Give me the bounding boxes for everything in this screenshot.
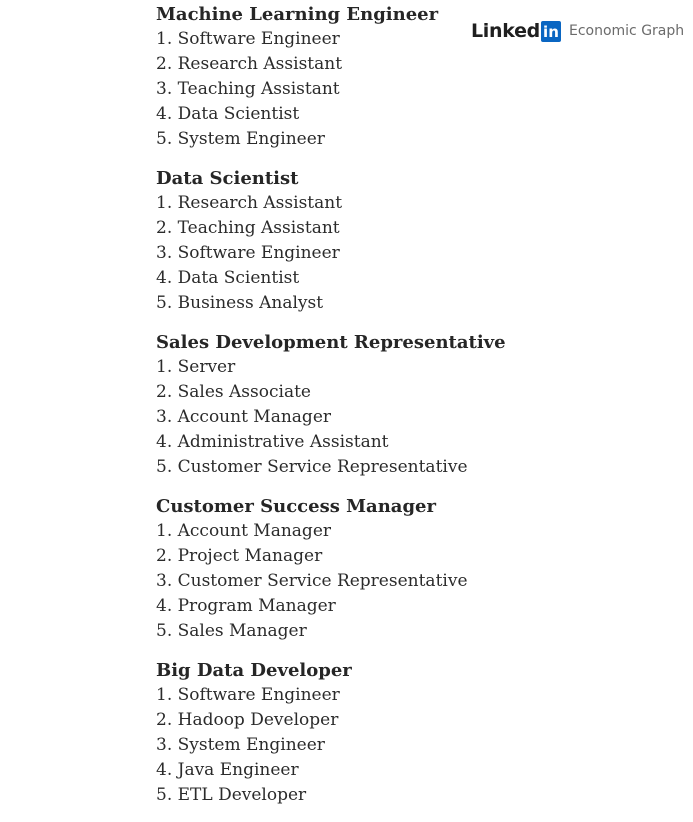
list-item: 1. Software Engineer (156, 29, 340, 49)
list-item: 1. Server (156, 357, 236, 377)
list-item: 4. Data Scientist (156, 104, 300, 124)
list-item: 3. Customer Service Representative (156, 571, 468, 591)
list-item: 2. Project Manager (156, 546, 323, 566)
list-item: 2. Hadoop Developer (156, 710, 339, 730)
list-item: 4. Administrative Assistant (156, 432, 389, 452)
job-transition-lists (156, 2, 596, 822)
job-group-title: Big Data Developer (156, 660, 352, 681)
list-item: 4. Data Scientist (156, 268, 300, 288)
job-group-title: Sales Development Representative (156, 332, 506, 353)
list-item: 5. System Engineer (156, 129, 325, 149)
list-item: 1. Software Engineer (156, 685, 340, 705)
list-item: 3. Account Manager (156, 407, 332, 427)
list-item: 4. Program Manager (156, 596, 336, 616)
list-item: 5. Customer Service Representative (156, 457, 468, 477)
logo-tagline: Economic Graph (568, 23, 685, 39)
list-item: 3. System Engineer (156, 735, 325, 755)
job-group-big-data-developer (156, 658, 596, 808)
list-item: 5. Business Analyst (156, 293, 324, 313)
job-group-title: Machine Learning Engineer (156, 4, 439, 25)
job-group-title: Data Scientist (156, 168, 299, 189)
list-item: 5. ETL Developer (156, 785, 307, 805)
logo-wordmark: Linked (471, 20, 540, 42)
list-item: 3. Software Engineer (156, 243, 340, 263)
list-item: 3. Teaching Assistant (156, 79, 340, 99)
list-item: 5. Sales Manager (156, 621, 307, 641)
job-group-sales-development-representative (156, 330, 596, 480)
job-group-customer-success-manager (156, 494, 596, 644)
job-group-data-scientist (156, 166, 596, 316)
list-item: 2. Research Assistant (156, 54, 343, 74)
list-item: 1. Research Assistant (156, 193, 343, 213)
linkedin-in-icon: in (541, 21, 561, 42)
list-item: 1. Account Manager (156, 521, 332, 541)
list-item: 2. Sales Associate (156, 382, 311, 402)
job-group-machine-learning-engineer (156, 2, 596, 152)
job-group-title: Customer Success Manager (156, 496, 436, 517)
list-item: 2. Teaching Assistant (156, 218, 340, 238)
list-item: 4. Java Engineer (156, 760, 299, 780)
